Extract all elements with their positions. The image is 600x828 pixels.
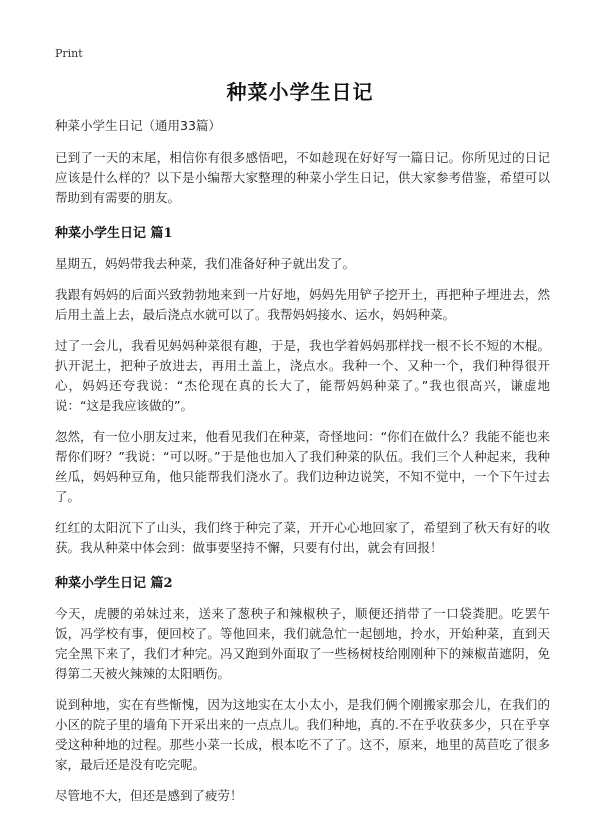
section-heading-number: 2 (163, 576, 173, 591)
paragraph: 忽然，有一位小朋友过来，他看见我们在种菜，奇怪地问：“你们在做什么？我能不能也来帮你们呀？”我说：“可以呀。”于是他也加入了我们种菜的队伍。我们三个人种起来，我种丝瓜，妈妈种豆角，他只能帮我们浇水了。我们边种边说笑，不知不觉中，一个下午过去了。 (55, 429, 550, 504)
section-heading-2 (55, 574, 550, 594)
paragraph: 今天，虎腰的弟妹过来，送来了葱秧子和辣椒秧子，顺便还捎带了一口袋粪肥。吃罢午饭，冯学校有事，便回校了。等他回来，我们就急忙一起刨地，拎水，开始种菜，直到天完全黑下来了，我们才种完。冯又跑到外面取了一些杨树枝给刚刚种下的辣椒苗遮阴，免得第二天被火辣辣的太阳晒伤。 (55, 606, 550, 681)
print-label: Print (55, 47, 83, 60)
paragraph: 星期五，妈妈带我去种菜，我们准备好种子就出发了。 (55, 256, 356, 271)
page-title: 种菜小学生日记 (226, 80, 374, 104)
section-heading-number: 1 (163, 226, 173, 241)
paragraph: 尽管地不大，但还是感到了疲劳！ (55, 788, 243, 803)
section-heading-text: 种菜小学生日记 篇 (55, 226, 164, 241)
paragraph: 过了一会儿，我看见妈妈种菜很有趣，于是，我也学着妈妈那样找一根不长不短的木棍。扒开泥土，把种子放进去，再用土盖上，浇点水。我种一个、又种一个，我们种得很开心，妈妈还夸我说：“杰伦现在真的长大了，能帮妈妈种菜了。”我也很高兴，谦虚地说：“这是我应该做的”。 (55, 338, 550, 413)
section-heading-text: 种菜小学生日记 篇 (55, 576, 164, 591)
section-heading-1 (55, 224, 550, 244)
document-body (55, 117, 550, 817)
document-subtitle: 种菜小学生日记（通用33篇） (55, 118, 221, 133)
paragraph: 说到种地，实在有些惭愧，因为这地实在太小太小，是我们俩个刚搬家那会儿，在我们的小区的院子里的墙角下开采出来的一点点儿。我们种地，真的.不在乎收获多少，只在乎享受这种种地的过程。那些小菜一长成，根本吃不了了。这不，原来，地里的莴苣吃了很多家，最后还是没有吃完呢。 (55, 697, 550, 772)
paragraph: 我跟有妈妈的后面兴致勃勃地来到一片好地，妈妈先用铲子挖开土，再把种子埋进去，然后用土盖上去，最后浇点水就可以了。我帮妈妈接水、运水，妈妈种菜。 (55, 287, 550, 322)
paragraph: 红红的太阳沉下了山头，我们终于种完了菜，开开心心地回家了，希望到了秋天有好的收获。我从种菜中体会到：做事要坚持不懈，只要有付出，就会有回报！ (55, 520, 550, 555)
intro-paragraph: 已到了一天的末尾，相信你有很多感悟吧，不如趁现在好好写一篇日记。你所见过的日记应该是什么样的？以下是小编帮大家整理的种菜小学生日记，供大家参考借鉴，希望可以帮助到有需要的朋友。 (55, 150, 550, 205)
